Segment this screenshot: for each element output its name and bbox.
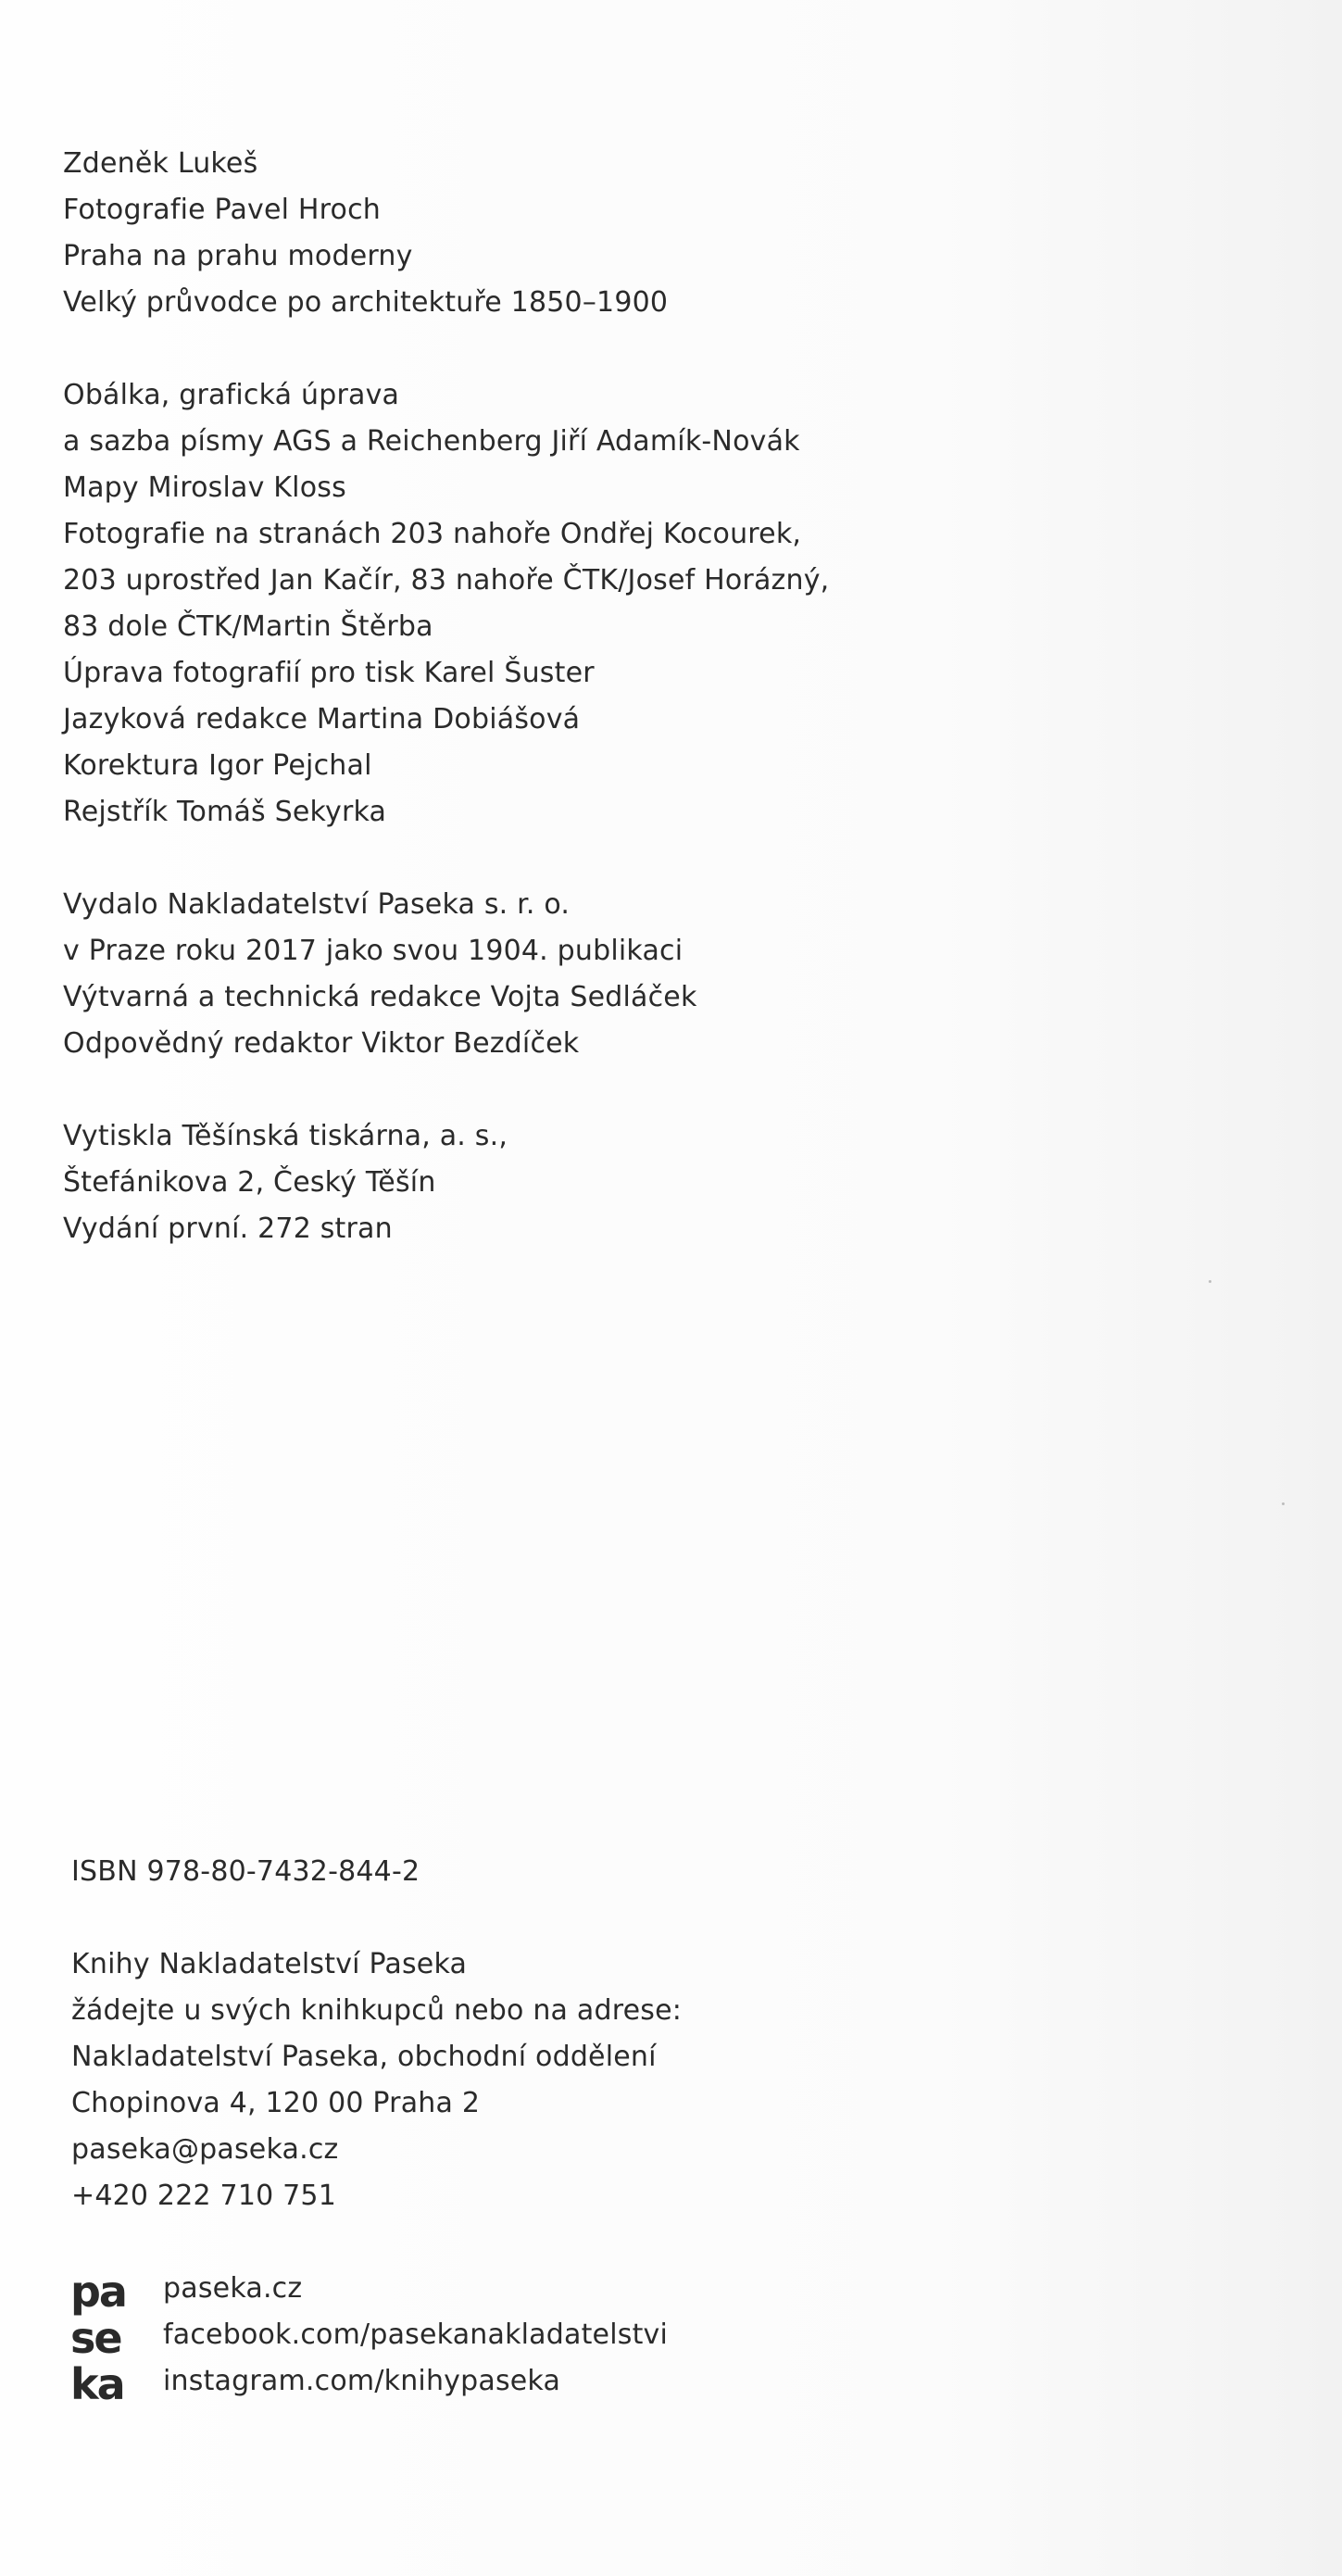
publisher-line: Odpovědný redaktor Viktor Bezdíček — [63, 1027, 580, 1060]
design-credit-line: Korektura Igor Pejchal — [63, 749, 372, 782]
print-line: Vytiskla Těšínská tiskárna, a. s., — [63, 1120, 508, 1152]
publisher-line: Vydalo Nakladatelství Paseka s. r. o. — [63, 888, 571, 921]
publisher-line: v Praze roku 2017 jako svou 1904. publikaci — [63, 935, 684, 967]
order-line: žádejte u svých knihkupců nebo na adrese: — [71, 1994, 683, 2027]
order-line: Knihy Nakladatelství Paseka — [71, 1948, 468, 1980]
print-line: Štefánikova 2, Český Těšín — [63, 1166, 436, 1199]
author-line: Zdeněk Lukeš — [63, 147, 258, 180]
facebook-link[interactable]: facebook.com/pasekanakladatelstvi — [163, 2318, 669, 2351]
design-credit-line: Rejstřík Tomáš Sekyrka — [63, 796, 387, 828]
paper-speck — [1209, 1280, 1211, 1283]
book-subtitle-line: Velký průvodce po architektuře 1850–1900 — [63, 286, 669, 319]
design-credit-line: 83 dole ČTK/Martin Štěrba — [63, 610, 433, 643]
design-credit-line: Fotografie na stranách 203 nahoře Ondřej Kocourek, — [63, 518, 802, 550]
design-credit-line: Mapy Miroslav Kloss — [63, 471, 346, 504]
web-links — [163, 2266, 668, 2405]
book-title-line: Praha na prahu moderny — [63, 240, 413, 272]
logo-line: pa — [70, 2267, 126, 2317]
design-credits — [63, 372, 829, 836]
print-info — [63, 1113, 508, 1252]
isbn-number: ISBN 978-80-7432-844-2 — [71, 1855, 420, 1888]
design-credit-line: a sazba písmy AGS a Reichenberg Jiří Adamík-Novák — [63, 425, 800, 458]
photographer-line: Fotografie Pavel Hroch — [63, 194, 382, 226]
paseka-logo — [70, 2269, 137, 2408]
logo-line: se — [70, 2313, 121, 2363]
isbn-block — [71, 1849, 420, 1895]
publisher-line: Výtvarná a technická redakce Vojta Sedláček — [63, 981, 697, 1013]
design-credit-line: Jazyková redakce Martina Dobiášová — [63, 703, 581, 735]
design-credit-line: 203 uprostřed Jan Kačír, 83 nahoře ČTK/Josef Horázný, — [63, 564, 830, 597]
paper-speck — [1282, 1502, 1285, 1505]
logo-line: ka — [70, 2359, 124, 2409]
publisher-info — [63, 882, 697, 1067]
design-credit-line: Obálka, grafická úprava — [63, 379, 400, 411]
order-email[interactable]: paseka@paseka.cz — [71, 2133, 339, 2166]
book-credits — [63, 141, 668, 326]
print-line: Vydání první. 272 stran — [63, 1213, 393, 1245]
design-credit-line: Úprava fotografií pro tisk Karel Šuster — [63, 657, 595, 689]
instagram-link[interactable]: instagram.com/knihypaseka — [163, 2365, 561, 2397]
order-info — [71, 1941, 682, 2219]
order-line: Nakladatelství Paseka, obchodní oddělení — [71, 2041, 657, 2073]
order-address: Chopinova 4, 120 00 Praha 2 — [71, 2087, 481, 2119]
order-phone: +420 222 710 751 — [71, 2180, 336, 2212]
website-link[interactable]: paseka.cz — [163, 2272, 303, 2305]
